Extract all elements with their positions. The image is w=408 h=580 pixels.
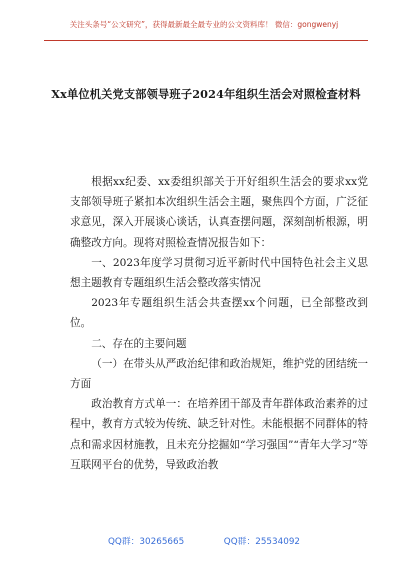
paragraph-intro: 根据xx纪委、xx委组织部关于开好组织生活会的要求xx党支部领导班子紧扣本次组织生活会主题，聚焦四个方面，广泛征求意见，深入开展谈心谈话，认真查摆问题，深刻剖析根源，明确整改方向。现将对照检查情况报告如下：: [70, 176, 368, 249]
document-title: Xx单位机关党支部领导班子2024年组织生活会对照检查材料: [51, 87, 361, 101]
header-divider: [44, 40, 368, 41]
section-heading-1: 一、2023年度学习贯彻习近平新时代中国特色社会主义思想主题教育专题组织生活会整改落实情况: [70, 256, 368, 290]
footer-contact: [0, 534, 408, 547]
section-heading-2: 二、存在的主要问题: [91, 337, 187, 350]
document-body: [70, 172, 368, 475]
paragraph-rectification: 2023年专题组织生活会共查摆xx个问题，已全部整改到位。: [70, 297, 368, 330]
subsection-heading-1: （一）在带头从严政治纪律和政治规矩，维护党的团结统一方面: [70, 357, 368, 391]
header-banner: 关注头条号“公文研究”，获得最新最全最专业的公文资料库！ 微信：gongwenyj: [69, 20, 339, 29]
paragraph-political-education: 政治教育方式单一：在培养团干部及青年群体政治素养的过程中，教育方式较为传统、缺乏针对性。未能根据不同群体的特点和需求因材施教，且未充分挖掘如“学习强国”“青年大学习”等互联网平台的优势，导致政治教: [70, 398, 368, 471]
footer-qq-group-1: QQ群：30265665: [107, 537, 185, 547]
footer-qq-group-2: QQ群：25534092: [223, 537, 301, 547]
